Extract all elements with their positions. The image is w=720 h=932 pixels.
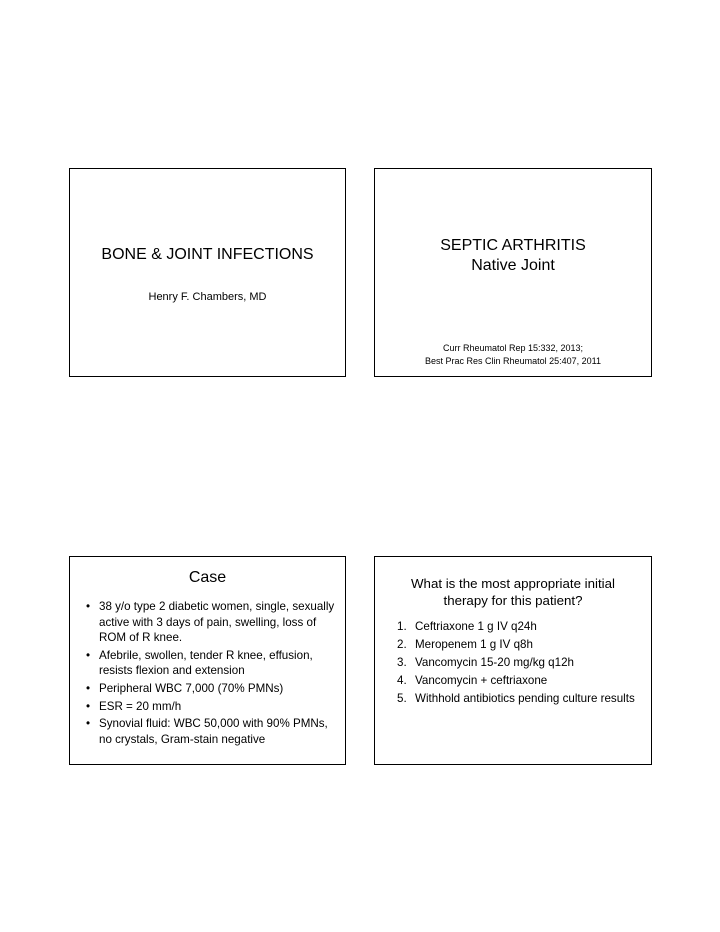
answer-option xyxy=(397,673,637,689)
answer-options-list xyxy=(397,619,637,708)
list-item xyxy=(86,599,338,646)
question-text: What is the most appropriate initial therapy for this patient? xyxy=(411,576,615,608)
bullet-text: Peripheral WBC 7,000 (70% PMNs) xyxy=(99,681,284,695)
septic-slide-title xyxy=(375,236,651,276)
bullet-text: Afebrile, swollen, tender R knee, effusion, resists flexion and extension xyxy=(99,648,313,678)
list-item xyxy=(86,699,338,715)
option-number: 3. xyxy=(397,655,407,669)
option-number: 4. xyxy=(397,673,407,687)
option-text: Ceftriaxone 1 g IV q24h xyxy=(415,620,537,633)
answer-option xyxy=(397,619,637,635)
list-item xyxy=(86,681,338,697)
bullet-dot-icon: • xyxy=(86,600,91,613)
bullet-dot-icon: • xyxy=(86,648,91,662)
reference-line2: Best Prac Res Clin Rheumatol 25:407, 2011 xyxy=(425,356,601,366)
case-bullet-list xyxy=(86,599,338,749)
reference-line1: Curr Rheumatol Rep 15:332, 2013; xyxy=(442,343,584,353)
slide-author: Henry F. Chambers, MD xyxy=(148,291,267,303)
option-text: Meropenem 1 g IV q8h xyxy=(415,637,533,651)
bullet-dot-icon: • xyxy=(86,699,91,713)
septic-title-line1: SEPTIC ARTHRITIS xyxy=(440,237,586,254)
option-number: 2. xyxy=(397,637,407,651)
bullet-text: Synovial fluid: WBC 50,000 with 90% PMNs, no crystals, Gram-stain negative xyxy=(99,717,328,746)
answer-option xyxy=(397,637,637,653)
option-text: Withhold antibiotics pending culture results xyxy=(415,691,635,705)
option-text: Vancomycin 15-20 mg/kg q12h xyxy=(415,655,574,669)
answer-option xyxy=(397,691,637,707)
bullet-dot-icon: • xyxy=(86,717,91,731)
option-text: Vancomycin + ceftriaxone xyxy=(415,673,548,687)
slide-case xyxy=(69,556,346,765)
slide-title xyxy=(69,168,346,377)
option-number: 1. xyxy=(397,620,407,633)
septic-references xyxy=(375,342,651,368)
bullet-text: ESR = 20 mm/h xyxy=(99,699,182,713)
bullet-dot-icon: • xyxy=(86,681,91,695)
septic-title-line2: Native Joint xyxy=(471,257,555,274)
case-slide-title: Case xyxy=(188,569,227,586)
slide-septic-arthritis xyxy=(374,168,652,377)
answer-option xyxy=(397,655,637,671)
list-item xyxy=(86,716,338,747)
slide-question xyxy=(374,556,652,765)
list-item xyxy=(86,648,338,679)
bullet-text: 38 y/o type 2 diabetic women, single, sexually active with 3 days of pain, swelling, loss of ROM of R knee. xyxy=(99,600,335,645)
option-number: 5. xyxy=(397,691,407,705)
slide-title-heading: BONE & JOINT INFECTIONS xyxy=(101,246,314,263)
